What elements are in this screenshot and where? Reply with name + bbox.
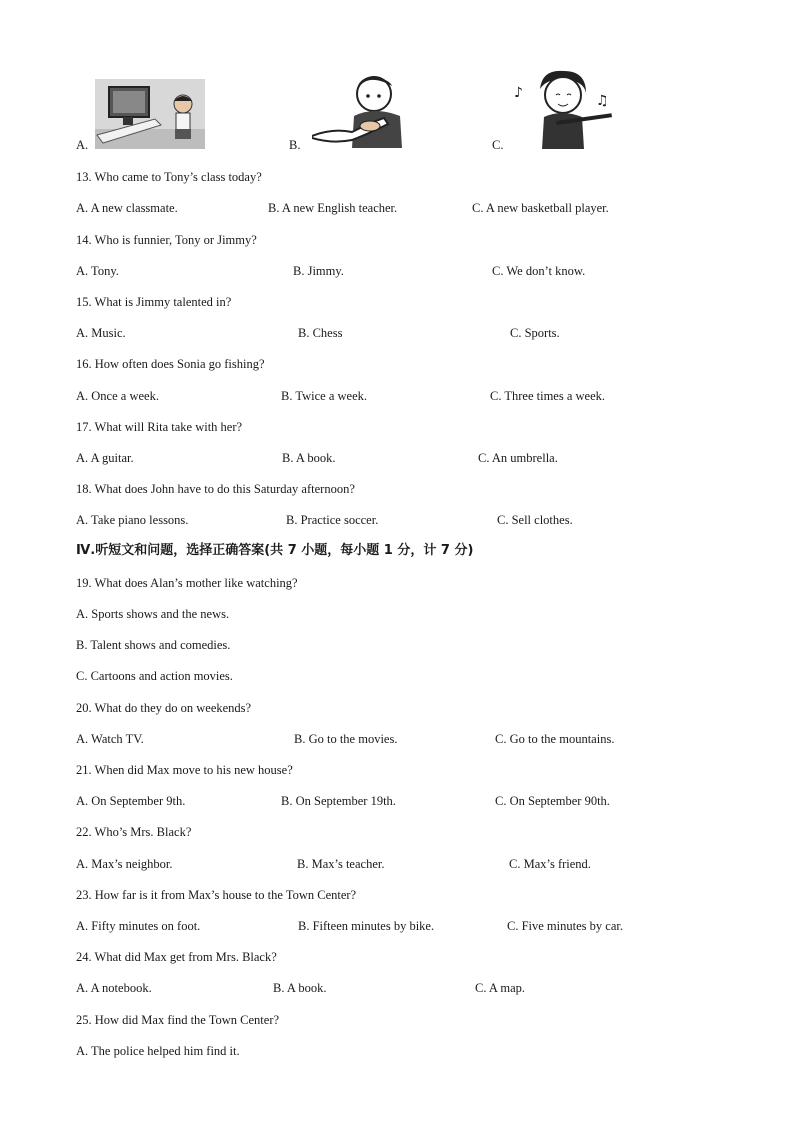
question-25: 25. How did Max find the Town Center?: [76, 1013, 280, 1027]
option-17-a: A. A guitar.: [76, 451, 134, 465]
option-18-b: B. Practice soccer.: [286, 513, 379, 527]
option-24-b: B. A book.: [273, 981, 327, 995]
option-17-c: C. An umbrella.: [478, 451, 558, 465]
boy-playing-instrument-icon: [312, 72, 408, 148]
picture-a-label: A.: [76, 138, 89, 152]
option-23-b: B. Fifteen minutes by bike.: [298, 919, 435, 933]
girl-playing-flute-icon: [512, 67, 612, 149]
picture-c-label: C.: [492, 138, 504, 152]
option-14-a: A. Tony.: [76, 264, 119, 278]
option-22-b: B. Max’s teacher.: [297, 857, 385, 871]
option-16-c: C. Three times a week.: [490, 389, 606, 403]
svg-text:♪: ♪: [514, 85, 523, 101]
option-15-a: A. Music.: [76, 326, 126, 340]
option-23-a: A. Fifty minutes on foot.: [76, 919, 201, 933]
option-18-a: A. Take piano lessons.: [76, 513, 189, 527]
option-19-c: C. Cartoons and action movies.: [76, 669, 233, 683]
option-21-a: A. On September 9th.: [76, 794, 186, 808]
option-22-c: C. Max’s friend.: [509, 857, 591, 871]
option-21-b: B. On September 19th.: [281, 794, 396, 808]
question-18: 18. What does John have to do this Saturday afternoon?: [76, 482, 355, 496]
option-14-b: B. Jimmy.: [293, 264, 344, 278]
option-13-a: A. A new classmate.: [76, 201, 178, 215]
question-23: 23. How far is it from Max’s house to the Town Center?: [76, 888, 357, 902]
option-20-a: A. Watch TV.: [76, 732, 144, 746]
option-22-a: A. Max’s neighbor.: [76, 857, 173, 871]
question-17: 17. What will Rita take with her?: [76, 420, 243, 434]
question-22: 22. Who’s Mrs. Black?: [76, 825, 192, 839]
question-14: 14. Who is funnier, Tony or Jimmy?: [76, 233, 257, 247]
option-21-c: C. On September 90th.: [495, 794, 610, 808]
question-21: 21. When did Max move to his new house?: [76, 763, 293, 777]
question-16: 16. How often does Sonia go fishing?: [76, 357, 265, 371]
option-20-b: B. Go to the movies.: [294, 732, 398, 746]
option-19-b: B. Talent shows and comedies.: [76, 638, 231, 652]
question-19: 19. What does Alan’s mother like watching?: [76, 576, 298, 590]
question-20: 20. What do they do on weekends?: [76, 701, 252, 715]
option-13-c: C. A new basketball player.: [472, 201, 609, 215]
option-15-b: B. Chess: [298, 326, 343, 340]
option-24-c: C. A map.: [475, 981, 526, 995]
option-16-a: A. Once a week.: [76, 389, 159, 403]
picture-b-label: B.: [289, 138, 301, 152]
option-18-c: C. Sell clothes.: [497, 513, 573, 527]
option-24-a: A. A notebook.: [76, 981, 152, 995]
option-16-b: B. Twice a week.: [281, 389, 368, 403]
option-15-c: C. Sports.: [510, 326, 560, 340]
option-13-b: B. A new English teacher.: [268, 201, 398, 215]
option-17-b: B. A book.: [282, 451, 336, 465]
option-20-c: C. Go to the mountains.: [495, 732, 615, 746]
option-23-c: C. Five minutes by car.: [507, 919, 623, 933]
question-13: 13. Who came to Tony’s class today?: [76, 170, 262, 184]
svg-text:♫: ♫: [596, 93, 609, 109]
question-15: 15. What is Jimmy talented in?: [76, 295, 232, 309]
section-4-heading: Ⅳ.听短文和问题，选择正确答案(共 7 小题，每小题 1 分，计 7 分): [76, 543, 474, 558]
tv-watching-child-icon: [95, 79, 205, 149]
option-14-c: C. We don’t know.: [492, 264, 586, 278]
option-25-a: A. The police helped him find it.: [76, 1044, 240, 1058]
question-24: 24. What did Max get from Mrs. Black?: [76, 950, 277, 964]
option-19-a: A. Sports shows and the news.: [76, 607, 230, 621]
